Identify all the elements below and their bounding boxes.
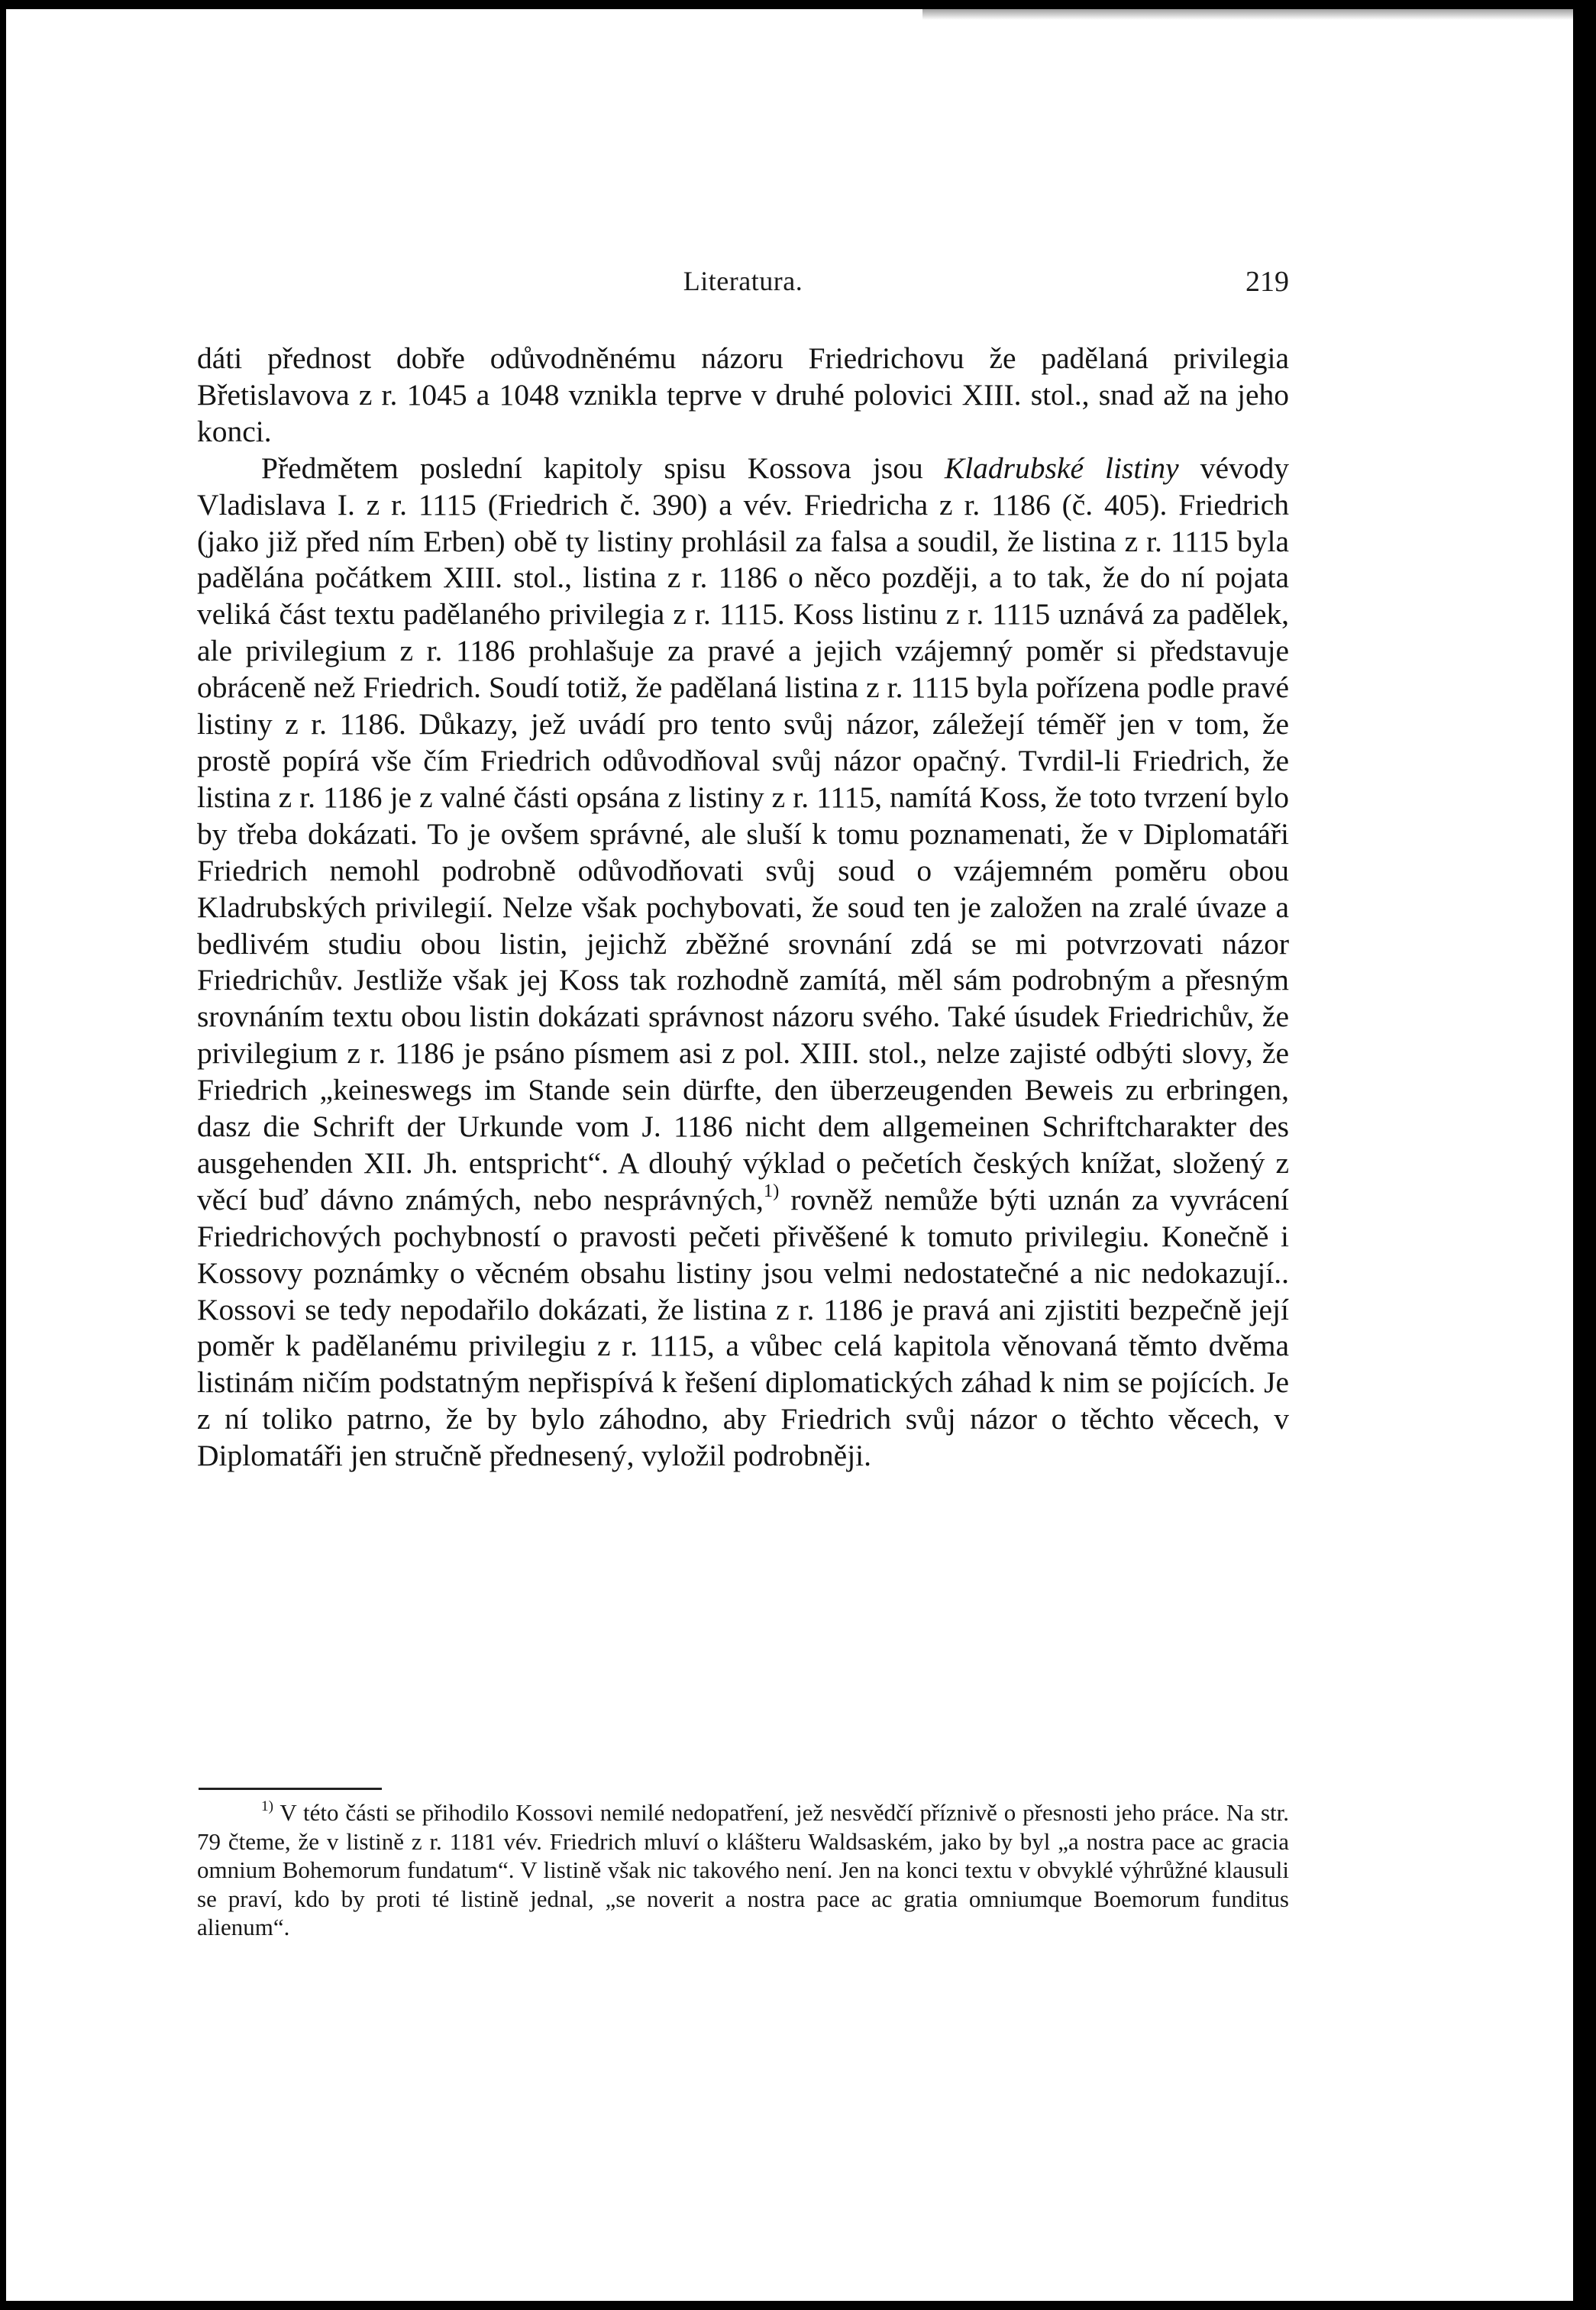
italic-title: Kladrubské listiny <box>944 451 1179 485</box>
paragraph-2 <box>197 451 1289 1475</box>
body-text <box>197 341 1289 1475</box>
paragraph-2-part-a: Předmětem poslední kapitoly spisu Kossova jsou <box>261 451 945 485</box>
footnote-1 <box>197 1798 1289 1942</box>
running-head <box>197 265 1289 311</box>
paragraph-1: dáti přednost dobře odůvodněnému názoru Friedrichovu že padělaná privilegia Břetislavova z r. 1045 a 1048 vznikla teprve v druhé polovici XIII. stol., snad až na jeho konci. <box>197 341 1289 448</box>
book-page <box>6 9 1573 2301</box>
paragraph-2-part-c: rovněž nemůže býti uznán za vyvrácení Friedrichových pochybností o pravosti pečeti přivěšené k tomuto privilegiu. Konečně i Kossovy poznámky o věcném obsahu listiny jsou velmi nedostatečné a nic nedokazují.. Kossovi se tedy nepodařilo dokázati, že listina z r. 1186 je pravá ani zjistiti bezpečně její poměr k padělanému privilegiu z r. 1115, a vůbec celá kapitola věnovaná těmto dvěma listinám ničím podstatným nepřispívá k řešení diplomatických záhad k nim se pojících. Je z ní toliko patrno, že by bylo záhodno, aby Friedrich svůj názor o těchto věcech, v Diplomatáři jen stručně přednesený, vyložil podrobněji. <box>197 1182 1289 1473</box>
running-title: Literatura. <box>683 266 803 296</box>
footnote-marker: 1) <box>261 1798 273 1814</box>
footnotes <box>197 1798 1289 1942</box>
footnote-reference: 1) <box>763 1181 780 1202</box>
scan-edge-shadow <box>922 9 1573 20</box>
paragraph-2-part-b: vévody Vladislava I. z r. 1115 (Friedrich č. 390) a vév. Friedricha z r. 1186 (č. 405). Friedrich (jako již před ním Erben) obě ty listiny prohlásil za falsa a soudil, že listina z r. 1115 byla padělána počátkem XIII. stol., listina z r. 1186 o něco později, a to tak, že do ní pojata veliká část textu padělaného privilegia z r. 1115. Koss listinu z r. 1115 uznává za padělek, ale privilegium z r. 1186 prohlašuje za pravé a jejich vzájemný poměr si představuje obráceně než Friedrich. Soudí totiž, že padělaná listina z r. 1115 byla pořízena podle pravé listiny z r. 1186. Důkazy, jež uvádí pro tento svůj názor, záležejí téměř jen v tom, že prostě popírá vše čím Friedrich odůvodňoval svůj názor opačný. Tvrdil-li Friedrich, že listina z r. 1186 je z valné části opsána z listiny z r. 1115, namítá Koss, že toto tvrzení bylo by třeba dokázati. To je ovšem správné, ale sluší k tomu poznamenati, že v Diplomatáři Friedrich nemohl podrobně odůvodňovati svůj soud o vzájemném poměru obou Kladrubských privilegií. Nelze však pochybovati, že soud ten je založen na zralé úvaze a bedlivém studiu obou listin, jejichž zběžné srovnání zdá se mi potvrzovati názor Friedrichův. Jestliže však jej Koss tak rozhodně zamítá, měl sám podrobným a přesným srovnáním textu obou listin dokázati správnost názoru svého. Také úsudek Friedrichův, že privilegium z r. 1186 je psáno písmem asi z pol. XIII. stol., nelze zajisté odbýti slovy, že Friedrich „keineswegs im Stande sein dürfte, den überzeugenden Beweis zu erbringen, dasz die Schrift der Urkunde vom J. 1186 nicht dem allgemeinen Schriftcharakter des ausgehenden XII. Jh. entspricht“. A dlouhý výklad o pečetích českých knížat, složený z věcí buď dávno známých, nebo nesprávných, <box>197 451 1289 1216</box>
footnote-divider <box>199 1788 382 1790</box>
footnote-text: V této části se přihodilo Kossovi nemilé nedopatření, jež nesvědčí příznivě o přesnosti jeho práce. Na str. 79 čteme, že v listině z r. 1181 vév. Friedrich mluví o klášteru Waldsaském, jako by byl „a nostra pace ac gracia omnium Bohemorum fundatum“. V listině však nic takového není. Jen na konci textu v obvyklé výhrůžné klausuli se praví, kdo by proti té listině jednal, „se noverit a nostra pace ac gratia omniumque Boemorum funditus alienum“. <box>197 1799 1289 1940</box>
page-number: 219 <box>1245 266 1289 298</box>
